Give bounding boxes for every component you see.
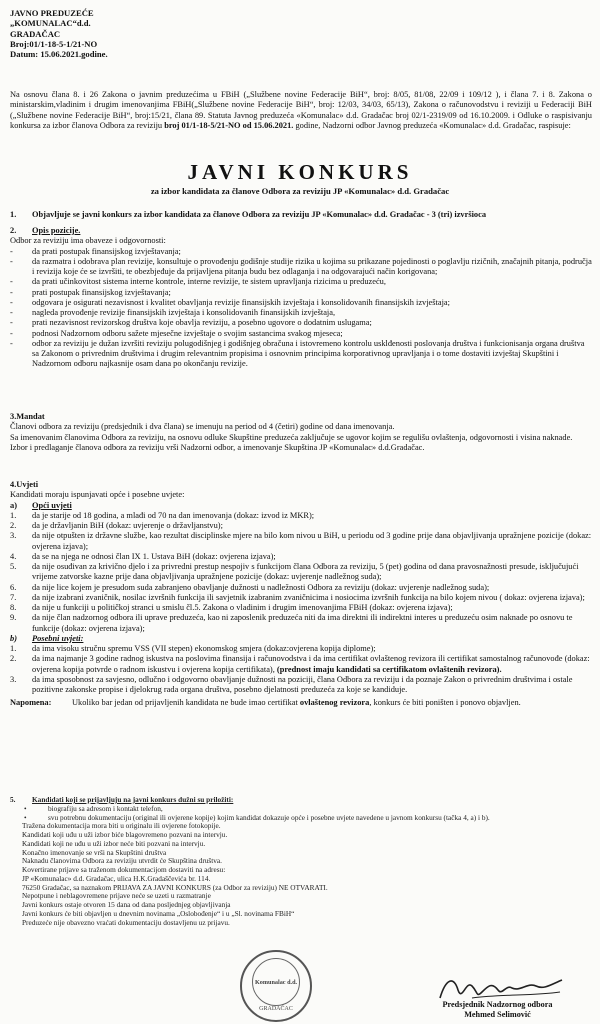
instruction-line: Javni konkurs ostaje otvoren 15 dana od dana posljednjeg objavljivanja (22, 900, 231, 909)
item-number: 7. (10, 592, 17, 602)
condition-text: da nije član nadzornog odbora ili uprave preduzeća, kao ni zaposlenik preduzeća niti da ima direktni ili indirektni interes u preduzeću osim naknade po osnovu te funkcije (dokaz: ovjerena izjava); (32, 613, 573, 633)
section-4-lead: Kandidati moraju ispunjavati opće i posebne uvjete: (10, 490, 185, 500)
section-5-heading: Kandidati koji se prijavljuju na javni konkurs dužni su priložiti: (32, 795, 234, 804)
signature-block (400, 1000, 595, 1020)
condition-text: da nije u funkciji u političkoj stranci u smislu čl.5. Zakona o vladinim i drugim imenovanjima FBiH (dokaz: ovjerena izjava); (32, 603, 453, 612)
submission-instructions (10, 822, 592, 927)
note (10, 698, 592, 708)
section-1 (10, 210, 600, 220)
condition-item (10, 531, 592, 552)
condition-item (10, 644, 592, 654)
section-number: 5. (10, 795, 16, 804)
section-1-text: Objavljuje se javni konkurs za izbor kandidata za članove Odbora za reviziju JP «Komunalac» d.d. Gradačac - 3 (tri) izvršioca (32, 210, 487, 219)
bullet-marker: - (10, 277, 13, 287)
section-5 (10, 796, 592, 927)
duty-item (10, 339, 592, 370)
instruction-line: Naknadu članovima Odbora za reviziju utvrdit će Skupština društva. (22, 856, 222, 866)
item-number: 8. (10, 603, 17, 612)
signatory-title: Predsjednik Nadzornog odbora (442, 1000, 553, 1009)
instruction-line: Javni konkurs će biti objavljen u dnevnim novinama „Oslobođenje“ i u „Sl. novinama FBiH“ (22, 908, 295, 918)
condition-text: da ima najmanje 3 godine radnog iskustva na poslovima finansija i računovodstva i da ima certifikat ovlaštenog revizora ili certifikat samostalnog računovođe (dokaz: ovjerena kopija potvrde o radnom iskustvu i ovjerena kopija certifikata), (32, 654, 590, 674)
condition-item (10, 675, 592, 696)
bullet-marker: - (10, 328, 13, 338)
condition-item (10, 654, 592, 675)
note-label: Napomena: (10, 698, 52, 708)
attachment-item (10, 814, 592, 823)
bullet-marker: • (24, 803, 27, 813)
sublist-label: a) (10, 500, 17, 510)
instruction-line: Kandidati koji ne uđu u uži izbor neće biti pozvani na intervju. (22, 838, 206, 848)
condition-item (10, 511, 592, 521)
section-3-heading: 3.Mandat (10, 412, 45, 421)
intro-decision-ref: broj 01/1-18-5/21-NO od 15.06.2021. (164, 120, 294, 130)
section-2-heading: Opis pozicije. (32, 226, 81, 235)
section-2-lead: Odbor za reviziju ima obaveze i odgovornosti: (10, 236, 166, 246)
intro-text: Na osnovu člana 8. i 26 Zakona o javnim preduzećima u FBiH („Službene novine Federacije BiH“, broj: 8/05, 81/08, 22/09 i 109/12 ), i člana 7. i 8. Zakona o ministarskim,vladinim i drugim imenovanjima FBiH(„Službene novine Federacije BiH“, broj: 12/03, 34/03, 65/13), Zakona o računovodstvu i reviziji u Federaciji BiH („Službene novine Federacije BiH“, broj:15/21, člana 89. Statuta Javnog preduzeća «Komunalac» d.d. Gradačac broj 02/1-2319/09 od 16.10.2009. i Odluke o raspisivanju konkursa za izbor članova Odbora za reviziju (10, 90, 592, 130)
item-number: 1. (10, 510, 17, 520)
item-number: 3. (10, 674, 17, 684)
duty-text: da razmatra i odobrava plan revizije, konsultuje o provođenju godišnje studije rizika u kojima su prikazane pojedinosti o poglavlju rizičnih, značajnih pitanja, područja i revizija koje će se izvršiti, te obezbjeđuje da prijavljena pitanja budu bez odlaganja i na odgovarajući način korigovana; (32, 256, 592, 276)
duty-text: odbor za reviziju je dužan izvršiti reviziju polugodišnjeg i godišnjeg obračuna i istovremeno kontrolu usklđenosti poslovanja društva i funkcionisanja organa društva sa Zakonom o privrednim društvima i drugim relevantnim propisima i osnovnim principima korporativnog upravljanja i o tome dostaviti izvještaj Skupštini i Nadzornom odboru najkasnije osam dana po okončanju revizije. (32, 338, 585, 369)
bullet-marker: - (10, 246, 13, 256)
mandate-line: Sa imenovanim članovima Odbora za reviziju, na osnovu odluke Skupštine preduzeća zaključuje se ugovor kojim se regulišu ovlaštenja, odgovornosti i visina naknade. (10, 432, 573, 442)
item-number: 3. (10, 531, 17, 541)
attachment-text: svu potrebnu dokumentaciju (original ili ovjerene kopije) kojim kandidat dokazuje opće i posebne uvjete navedene u javnom konkursu (tačka 4, a) i b). (48, 812, 490, 822)
company-stamp (240, 950, 312, 1022)
instruction-line: JP «Komunalac» d.d. Gradačac, ulica H.K.Gradaščevića br. 114. (22, 873, 211, 883)
condition-text: da nije osuđivan za krivično djelo i za privredni prestup nespojiv s funkcijom člana Odbora za reviziju, 5 (pet) godina od dana pravosnažnosti presude, isključujući vrijeme zatvorske kazne prije dana objavljivanja upražnjene pozicije (dokaz: uvjerenje nadležnog suda); (32, 562, 579, 582)
item-number: 6. (10, 582, 17, 592)
condition-text: da ima sposobnost za savjesno, odlučno i odgovorno obavljanje dužnosti na poziciji, člana Odbora za reviziju i da poznaje Zakon o privrednim društvima i ostale pozitivne zakonske propise i djelokrug rada organa društva, posebno djelatnosti preduzeća za koje se kandiduje. (32, 674, 573, 694)
duty-item (10, 318, 592, 328)
item-number: 2. (10, 654, 17, 664)
condition-text: da je starije od 18 godina, a mlađi od 70 na dan imenovanja (dokaz: izvod iz MKR); (32, 510, 315, 520)
duty-item (10, 308, 592, 318)
note-text: Ukoliko bar jedan od prijavljenih kandidata ne bude imao certifikat (72, 698, 298, 708)
mandate-line: Članovi odbora za reviziju (predsjednik i dva člana) se imenuju na period od 4 (četiri) godine od dana imenovanja. (10, 422, 395, 432)
instruction-line: Nepotpune i neblagovremene prijave neće se uzeti u razmatranje (22, 891, 211, 901)
duty-text: da prati učinkovitost sistema interne kontrole, interne revizije, te sistem upravljanja rizicima u preduzeću, (32, 277, 386, 287)
note-bold: ovlaštenog revizora (299, 698, 370, 708)
reference-number: Broj:01/1-18-5-1/21-NO (10, 38, 98, 49)
duty-text: odgovara je osigurati nezavisnost i kvalitet obavljanja revizije finansijskih izvještaja i konsolidovanih finansijskih izvještaja; (32, 297, 450, 307)
instruction-line: Kandidati koji uđu u uži izbor biće blagovremeno pozvani na intervju. (22, 830, 228, 839)
condition-item (10, 562, 592, 583)
special-conditions-heading: Posebni uvjeti: (32, 633, 84, 643)
special-conditions-list (10, 644, 592, 695)
bullet-marker: • (24, 812, 27, 822)
section-4-heading: 4.Uvjeti (10, 480, 39, 489)
document-title: JAVNI KONKURS (187, 160, 413, 184)
org-city: GRADAČAC (10, 28, 61, 39)
item-number: 4. (10, 551, 17, 561)
section-4 (10, 480, 592, 709)
condition-item (10, 521, 592, 531)
mandate-line: Izbor i predlaganje članova odbora za reviziju vrši Nadzorni odbor, a imenovanje Skupština JP «Komunalac» d.d.Gradačac. (10, 442, 425, 452)
general-conditions-heading: Opći uvjeti (32, 500, 72, 510)
duties-list (10, 247, 592, 370)
condition-text: da se na njega ne odnosi član IX 1. Ustava BiH (dokaz: ovjerena izjava); (32, 551, 276, 561)
section-3 (10, 412, 592, 453)
bullet-marker: - (10, 338, 13, 348)
instruction-line: Preduzeće nije obavezno vraćati dokumentaciju dostavljenu uz prijavu. (22, 917, 230, 927)
bullet-marker: - (10, 256, 13, 266)
section-number: 1. (10, 210, 17, 219)
condition-emphasis: (prednost imaju kandidati sa certifikatom ovlaštenih revizora). (276, 664, 502, 674)
document-subtitle: za izbor kandidata za članove Odbora za reviziju JP «Komunalac» d.d. Gradačac (150, 186, 450, 196)
section-2 (10, 226, 592, 370)
duty-item (10, 277, 592, 287)
bullet-marker: - (10, 318, 13, 328)
general-conditions-list (10, 511, 592, 634)
instruction-line: 76250 Gradačac, sa naznakom PRIJAVA ZA JAVNI KONKURS (za Odbor za reviziju) NE OTVARATI. (22, 882, 328, 892)
item-number: 1. (10, 644, 17, 653)
attachment-text: biografiju sa adresom i kontakt telefon, (48, 803, 163, 813)
duty-item (10, 329, 592, 339)
signatory-name: Mehmed Selimović (464, 1009, 531, 1019)
bullet-marker: - (10, 287, 13, 297)
instruction-line: Tražena dokumentacija mora biti u originalu ili ovjerene fotokopije. (22, 821, 221, 831)
condition-item (10, 552, 592, 562)
duty-text: da prati postupak finansijskog izvještavanja; (32, 246, 181, 256)
duty-item (10, 257, 592, 278)
instruction-line: Konačno imenovanje se vrši na Skupštini društva (22, 847, 167, 857)
duty-text: prati nezavisnost revizorskog društva koje obavlja reviziju, a posebno ugovore o dodatnim uslugama; (32, 318, 372, 328)
stamp-city: GRADAČAC (259, 1006, 293, 1013)
instruction-line: Kovertirane prijave sa traženom dokumentacijom dostaviti na adresu: (22, 865, 226, 874)
condition-text: da nije izabrani zvaničnik, nosilac izvršnih funkcija ili savjetnik izabranim zvaničnicima i nosiocima izvršnih funkcija na bilo kojem nivou ( dokaz: ovjerena izjava); (32, 592, 585, 602)
condition-item (10, 603, 592, 613)
item-number: 2. (10, 521, 17, 530)
duty-text: prati postupak finansijskog izvještavanja; (32, 287, 171, 297)
duty-item (10, 298, 592, 308)
intro-text-end: godine, Nadzorni odbor Javnog preduzeća «Komunalac» d.d. Gradačac, raspisuje: (295, 120, 571, 130)
duty-item (10, 288, 592, 298)
condition-text: da nije lice kojem je presudom suda zabranjeno obavljanje dužnosti u nadležnosti Odbora za reviziju (dokaz: uvjerenje nadležnog suda); (32, 582, 490, 592)
condition-item (10, 613, 592, 634)
sublist-label: b) (10, 633, 17, 643)
letterhead (10, 8, 592, 60)
org-name: JAVNO PREDUZEĆE (10, 8, 94, 18)
condition-text: da je državljanin BiH (dokaz: uvjerenje o državljanstvu); (32, 521, 223, 530)
bullet-marker: - (10, 297, 13, 307)
bullet-marker: - (10, 308, 13, 317)
org-name-line2: „KOMUNALAC“d.d. (10, 18, 91, 29)
item-number: 9. (10, 613, 17, 623)
duty-text: nagleda provođenje revizije finansijskih izvještaja i konsolidovanih finansijskih izvještaja, (32, 308, 336, 317)
duty-item (10, 247, 592, 257)
note-end: , konkurs će biti poništen i ponovo objavljen. (369, 698, 521, 708)
condition-text: da nije otpušten iz državne službe, kao rezultat disciplinske mjere na bilo kom nivou u BiH, u periodu od 3 godine prije dana objavljivanja upražnjene pozicije (dokaz: ovjerena izjava); (32, 531, 592, 551)
condition-item (10, 593, 592, 603)
attachments-list (10, 805, 592, 823)
duty-text: podnosi Nadzornom odboru sažete mjesečne izvještaje o svojim sastancima svakog mjeseca; (32, 328, 343, 338)
condition-item (10, 583, 592, 593)
intro-paragraph (10, 90, 592, 131)
stamp-text: Komunalac d.d. (252, 958, 300, 1006)
section-number: 2. (10, 226, 17, 235)
document-date: Datum: 15.06.2021.godine. (10, 49, 108, 60)
item-number: 5. (10, 562, 17, 571)
condition-text: da ima visoku stručnu spremu VSS (VII stepen) ekonomskog smjera (dokaz:ovjerena kopija diplome); (32, 644, 376, 653)
